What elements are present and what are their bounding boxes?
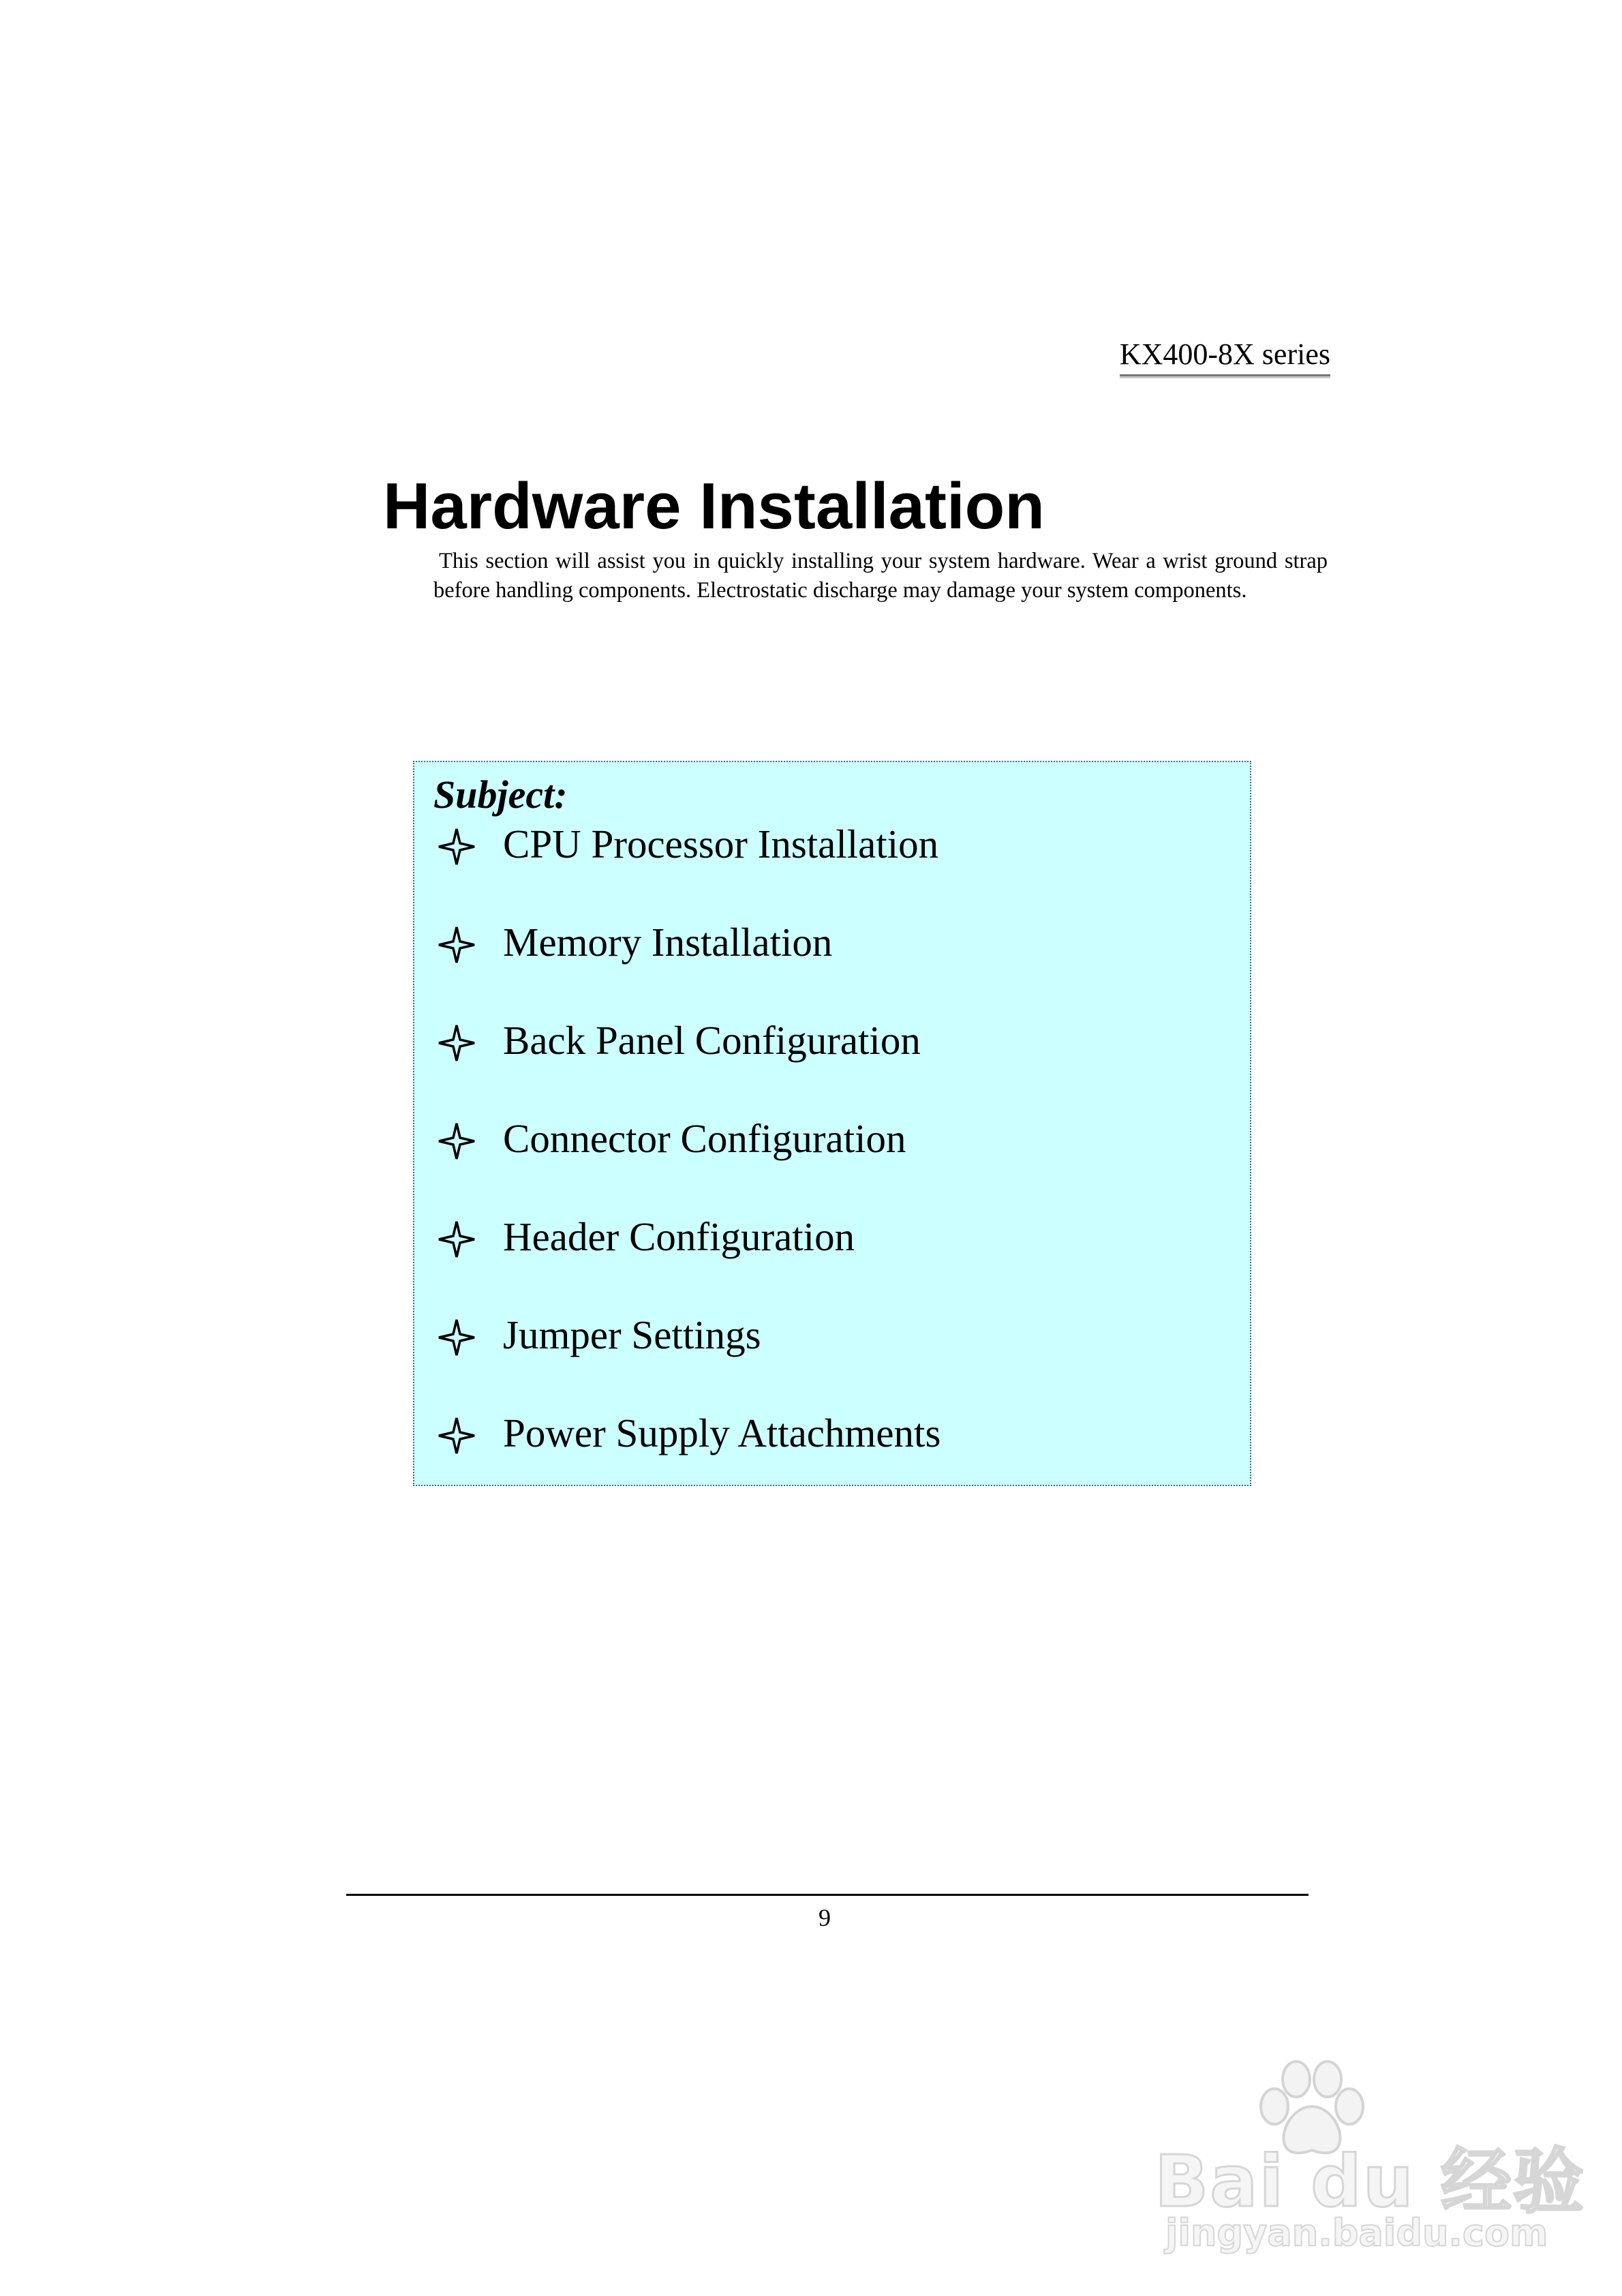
list-item-label: Back Panel Configuration xyxy=(503,1018,921,1063)
list-item xyxy=(438,1017,940,1115)
watermark-url-text: jingyan.baidu.com xyxy=(1165,2211,1548,2254)
subject-list xyxy=(438,821,940,1508)
four-point-star-icon xyxy=(438,1024,476,1062)
watermark-logo-text: Bai du 经验 xyxy=(1154,2140,1585,2223)
list-item xyxy=(438,1312,940,1410)
four-point-star-icon xyxy=(438,1318,476,1357)
page-number: 9 xyxy=(818,1904,831,1931)
four-point-star-icon xyxy=(438,1220,476,1258)
intro-paragraph: This section will assist you in quickly installing your system hardware. Wear a wrist ground strap before handling components. Electrostatic discharge may damage your system components. xyxy=(433,549,1328,603)
list-item-label: Power Supply Attachments xyxy=(503,1410,941,1455)
list-item xyxy=(438,919,940,1017)
baidu-watermark xyxy=(1152,2059,1585,2263)
list-item-label: Memory Installation xyxy=(503,920,833,965)
list-item xyxy=(438,821,940,919)
series-header: KX400-8X series xyxy=(1120,337,1330,376)
list-item-label: Connector Configuration xyxy=(503,1116,906,1161)
four-point-star-icon xyxy=(438,926,476,964)
list-item-label: Jumper Settings xyxy=(503,1312,761,1357)
list-item-label: Header Configuration xyxy=(503,1214,855,1259)
list-item xyxy=(438,1410,940,1508)
list-item-label: CPU Processor Installation xyxy=(503,821,939,866)
subject-heading: Subject: xyxy=(433,772,568,817)
four-point-star-icon xyxy=(438,1122,476,1160)
four-point-star-icon xyxy=(438,1417,476,1455)
section-title: Hardware Installation xyxy=(383,470,1045,543)
footer-divider xyxy=(346,1894,1309,1896)
list-item xyxy=(438,1213,940,1312)
four-point-star-icon xyxy=(438,828,476,866)
list-item xyxy=(438,1115,940,1213)
subject-box xyxy=(413,761,1251,1486)
